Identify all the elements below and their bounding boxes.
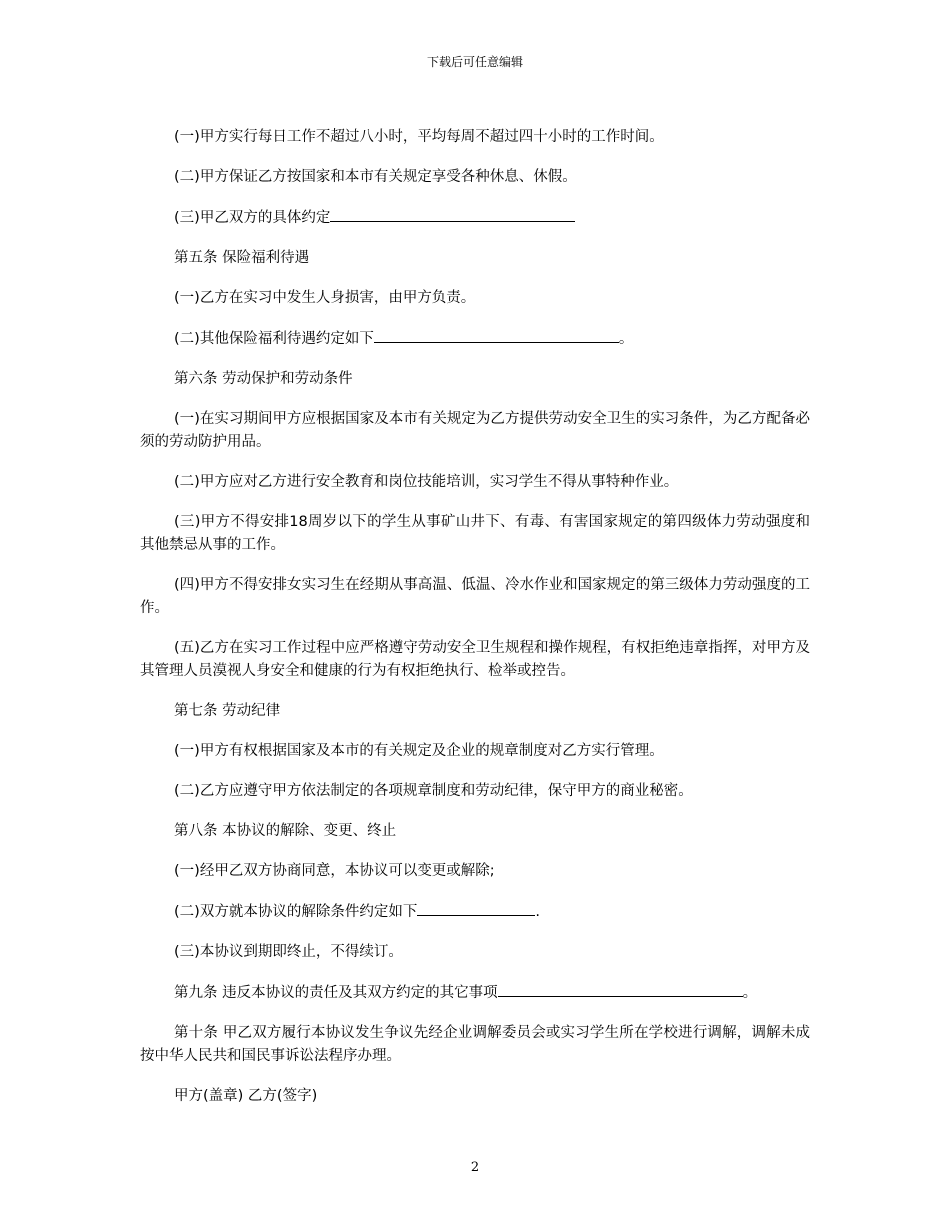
paragraph-tail: . <box>535 904 540 920</box>
paragraph <box>140 327 810 351</box>
paragraph-text: (一)经甲乙双方协商同意，本协议可以变更或解除; <box>174 863 495 879</box>
paragraph-text: (五)乙方在实习工作过程中应严格遵守劳动安全卫生规程和操作规程，有权拒绝违章指挥，对甲方及其管理人员漠视人身安全和健康的行为有权拒绝执行、检举或控告。 <box>140 640 810 679</box>
paragraph <box>140 1085 810 1108</box>
fill-in-blank[interactable] <box>498 981 743 997</box>
paragraph <box>140 860 810 883</box>
fill-in-blank[interactable] <box>417 900 535 916</box>
paragraph <box>140 1022 810 1068</box>
paragraph-text: 甲方(盖章) 乙方(签字) <box>174 1088 318 1104</box>
paragraph-text: (二)其他保险福利待遇约定如下 <box>174 331 374 347</box>
paragraph-text: (二)甲方应对乙方进行安全教育和岗位技能培训，实习学生不得从事特种作业。 <box>174 474 679 490</box>
paragraph-text: (三)本协议到期即终止，不得续订。 <box>174 944 403 960</box>
paragraph <box>140 637 810 683</box>
paragraph-text: (二)双方就本协议的解除条件约定如下 <box>174 904 418 920</box>
paragraph <box>140 740 810 763</box>
paragraph-tail: 。 <box>742 985 758 1001</box>
paragraph <box>140 247 810 270</box>
page-number: 2 <box>470 1160 480 1175</box>
paragraph <box>140 780 810 803</box>
paragraph-text: 第五条 保险福利待遇 <box>174 250 310 266</box>
paragraph-text: (一)甲方有权根据国家及本市的有关规定及企业的规章制度对乙方实行管理。 <box>174 743 664 759</box>
paragraph <box>140 900 810 924</box>
paragraph <box>140 471 810 494</box>
fill-in-blank[interactable] <box>330 206 575 222</box>
paragraph <box>140 981 810 1005</box>
paragraph-text: (二)甲方保证乙方按国家和本市有关规定享受各种休息、休假。 <box>174 169 577 185</box>
paragraph-text: 第十条 甲乙双方履行本协议发生争议先经企业调解委员会或实习学生所在学校进行调解，调解未成按中华人民共和国民事诉讼法程序办理。 <box>140 1025 810 1064</box>
document-body <box>140 126 810 1125</box>
paragraph <box>140 941 810 964</box>
paragraph-tail: 。 <box>618 331 634 347</box>
paragraph-text: 第九条 违反本协议的责任及其双方约定的其它事项 <box>174 985 498 1001</box>
paragraph <box>140 368 810 391</box>
paragraph-text: (一)乙方在实习中发生人身损害，由甲方负责。 <box>174 290 476 306</box>
page-header: 下载后可任意编辑 <box>426 55 523 69</box>
paragraph <box>140 287 810 310</box>
paragraph-text: (二)乙方应遵守甲方依法制定的各项规章制度和劳动纪律，保守甲方的商业秘密。 <box>174 783 693 799</box>
paragraph-text: (四)甲方不得安排女实习生在经期从事高温、低温、冷水作业和国家规定的第三级体力劳动强度的工作。 <box>140 577 810 616</box>
paragraph <box>140 126 810 149</box>
paragraph-text: (一)甲方实行每日工作不超过八小时，平均每周不超过四十小时的工作时间。 <box>174 129 664 145</box>
paragraph <box>140 574 810 620</box>
paragraph-text: 第八条 本协议的解除、变更、终止 <box>174 823 397 839</box>
paragraph-text: (三)甲乙双方的具体约定 <box>174 210 331 226</box>
paragraph-text: 第七条 劳动纪律 <box>174 703 281 719</box>
paragraph-text: (三)甲方不得安排18周岁以下的学生从事矿山井下、有毒、有害国家规定的第四级体力劳动强度和其他禁忌从事的工作。 <box>140 514 810 553</box>
paragraph <box>140 166 810 189</box>
paragraph <box>140 511 810 557</box>
paragraph-text: 第六条 劳动保护和劳动条件 <box>174 371 353 387</box>
paragraph-text: (一)在实习期间甲方应根据国家及本市有关规定为乙方提供劳动安全卫生的实习条件，为乙方配备必须的劳动防护用品。 <box>140 411 810 450</box>
fill-in-blank[interactable] <box>374 327 619 343</box>
paragraph <box>140 206 810 230</box>
paragraph <box>140 408 810 454</box>
paragraph <box>140 700 810 723</box>
paragraph <box>140 820 810 843</box>
